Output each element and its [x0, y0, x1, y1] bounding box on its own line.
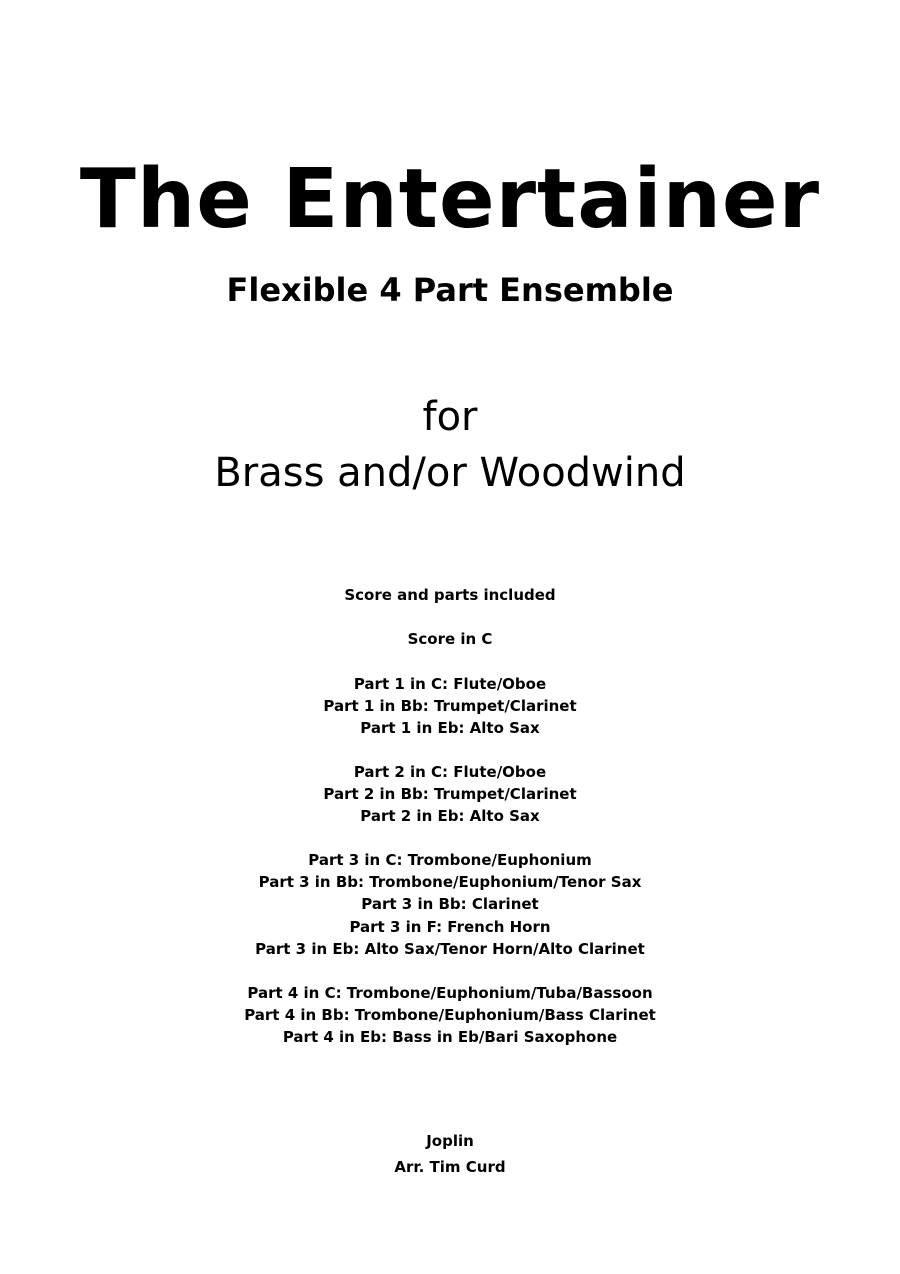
composer: Joplin: [426, 1132, 474, 1150]
part-line: Part 2 in Bb: Trumpet/Clarinet: [323, 785, 577, 804]
part-line: Part 1 in Bb: Trumpet/Clarinet: [323, 697, 577, 716]
part-group-1: [0, 673, 900, 740]
score-line: Score in C: [407, 630, 493, 648]
part-line: Part 2 in Eb: Alto Sax: [360, 807, 540, 826]
part-line: Part 3 in Bb: Trombone/Euphonium/Tenor Sax: [258, 873, 642, 892]
part-line: Part 1 in C: Flute/Oboe: [353, 675, 547, 693]
part-line: Part 3 in C: Trombone/Euphonium: [308, 851, 592, 869]
contents-note: Score and parts included: [344, 586, 556, 604]
part-line: Part 3 in F: French Horn: [349, 917, 551, 936]
part-line: Part 4 in Bb: Trombone/Euphonium/Bass Clarinet: [244, 1006, 656, 1025]
part-line: Part 4 in Eb: Bass in Eb/Bari Saxophone: [282, 1028, 618, 1047]
part-group-2: [0, 761, 900, 828]
part-line: Part 2 in C: Flute/Oboe: [353, 763, 547, 781]
part-line: Part 1 in Eb: Alto Sax: [360, 719, 540, 738]
page-title: The Entertainer: [79, 152, 821, 247]
part-group-4: [0, 982, 900, 1049]
page-subtitle: Flexible 4 Part Ensemble: [226, 271, 674, 309]
part-line: Part 3 in Eb: Alto Sax/Tenor Horn/Alto Clarinet: [255, 939, 645, 958]
part-line: Part 3 in Bb: Clarinet: [361, 895, 539, 914]
for-text: for: [422, 394, 478, 440]
instrumentation-text: Brass and/or Woodwind: [214, 450, 686, 496]
part-line: Part 4 in C: Trombone/Euphonium/Tuba/Bassoon: [247, 984, 653, 1002]
part-group-3: [0, 849, 900, 960]
arranger: Arr. Tim Curd: [394, 1158, 506, 1176]
